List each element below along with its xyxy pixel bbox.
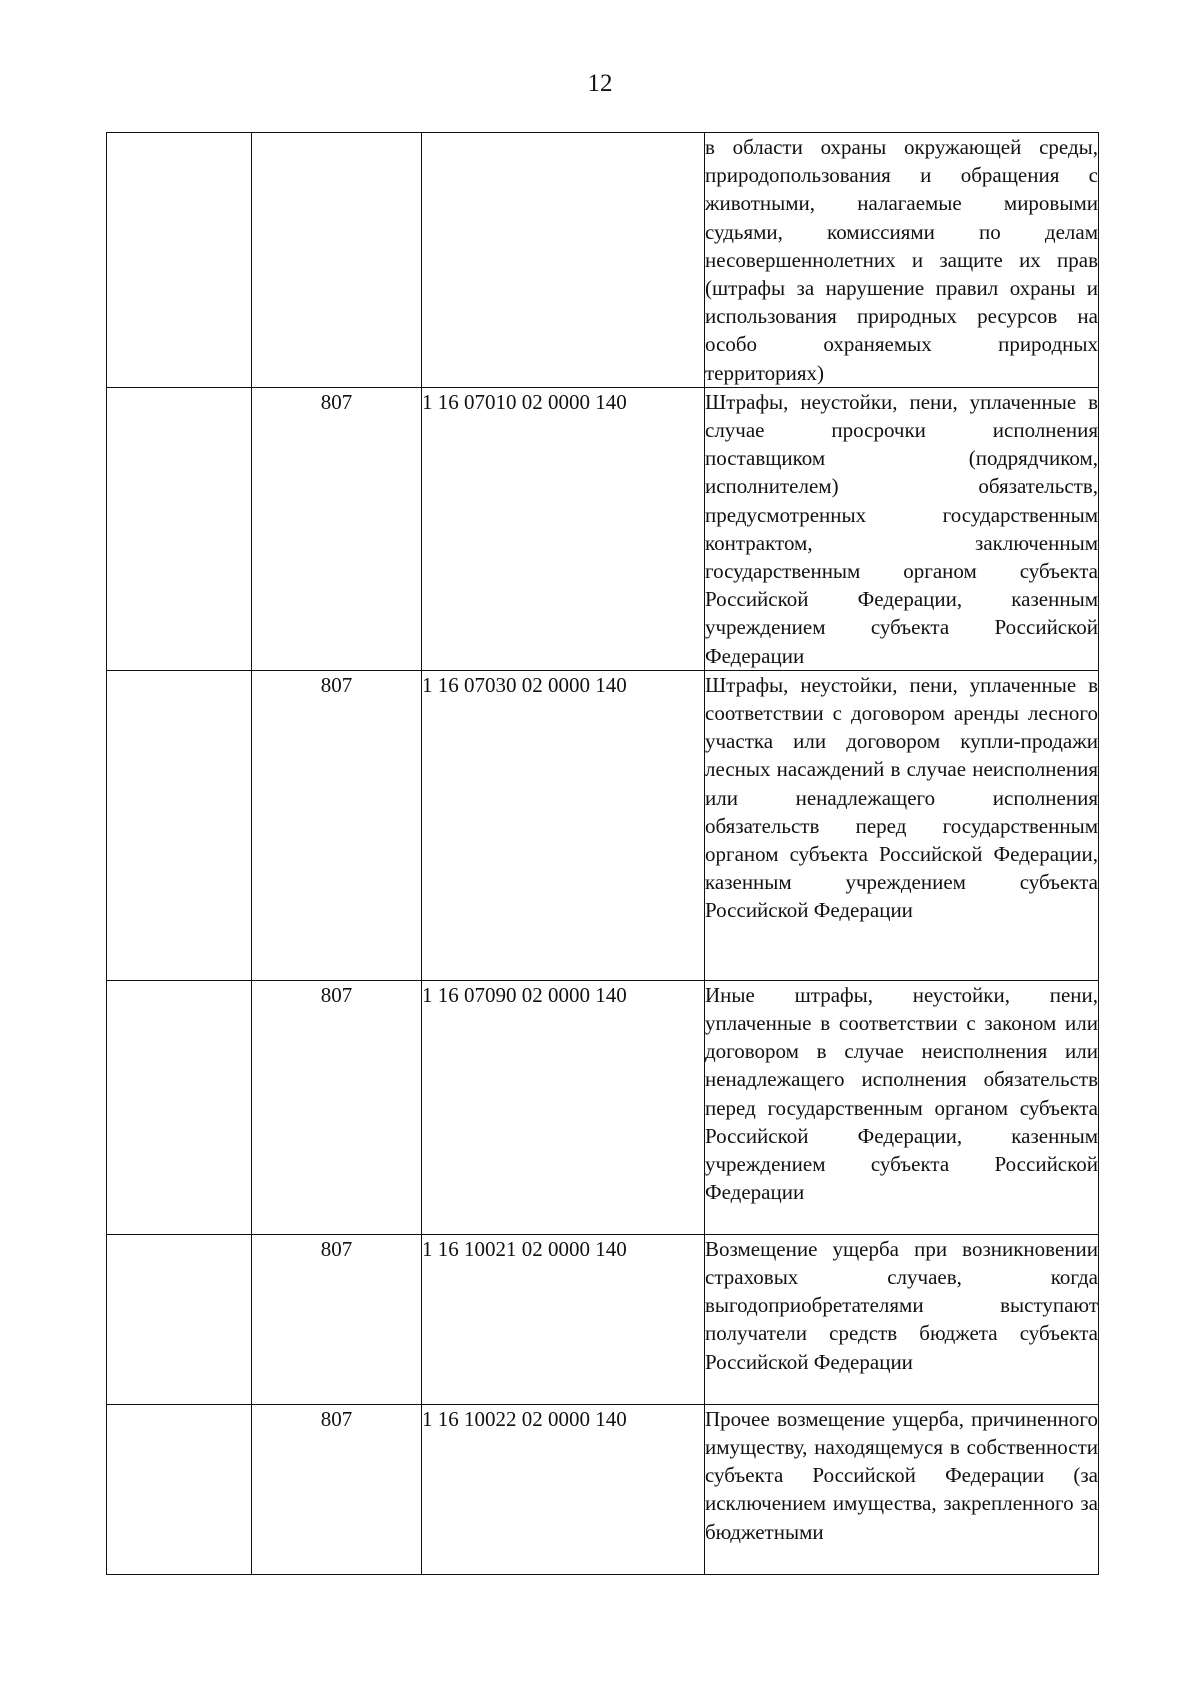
income-name-cell: Штрафы, неустойки, пени, уплаченные в случае просрочки исполнения поставщиком (подрядчиком, исполнителем) обязательств, предусмотренных государственным контрактом, заключенным государственным органом субъекта Российской Федерации, казенным учреждением субъекта Российской Федерации: [705, 387, 1099, 670]
budget-classification-table: [106, 132, 1099, 1575]
admin-code-cell: 807: [252, 980, 422, 1234]
admin-code-cell: [252, 133, 422, 388]
admin-code-cell: 807: [252, 387, 422, 670]
table-row: [107, 980, 1099, 1234]
empty-cell: [107, 670, 252, 980]
empty-cell: [107, 1404, 252, 1574]
page-number: 12: [587, 70, 613, 97]
admin-code-cell: 807: [252, 1234, 422, 1404]
admin-code-cell: 807: [252, 670, 422, 980]
kbk-code-cell: [422, 133, 705, 388]
empty-cell: [107, 1234, 252, 1404]
empty-cell: [107, 133, 252, 388]
kbk-code-cell: 1 16 10021 02 0000 140: [422, 1234, 705, 1404]
empty-cell: [107, 980, 252, 1234]
kbk-code-cell: 1 16 07090 02 0000 140: [422, 980, 705, 1234]
income-name-cell: Прочее возмещение ущерба, причиненного имуществу, находящемуся в собственности субъекта Российской Федерации (за исключением имущества, закрепленного за бюджетными: [705, 1404, 1099, 1574]
table-row: [107, 387, 1099, 670]
empty-cell: [107, 387, 252, 670]
income-name-cell: Иные штрафы, неустойки, пени, уплаченные в соответствии с законом или договором в случае неисполнения или ненадлежащего исполнения обязательств перед государственным органом субъекта Российской Федерации, казенным учреждением субъекта Российской Федерации: [705, 980, 1099, 1234]
table-row: [107, 133, 1099, 388]
kbk-code-cell: 1 16 07030 02 0000 140: [422, 670, 705, 980]
table-row: [107, 1404, 1099, 1574]
income-name-cell: Возмещение ущерба при возникновении страховых случаев, когда выгодоприобретателями выступают получатели средств бюджета субъекта Российской Федерации: [705, 1234, 1099, 1404]
table-row: [107, 1234, 1099, 1404]
income-name-cell: в области охраны окружающей среды, природопользования и обращения с животными, налагаемые мировыми судьями, комиссиями по делам несовершеннолетних и защите их прав (штрафы за нарушение правил охраны и использования природных ресурсов на особо охраняемых природных территориях): [705, 133, 1099, 388]
income-name-cell: Штрафы, неустойки, пени, уплаченные в соответствии с договором аренды лесного участка или договором купли-продажи лесных насаждений в случае неисполнения или ненадлежащего исполнения обязательств перед государственным органом субъекта Российской Федерации, казенным учреждением субъекта Российской Федерации: [705, 670, 1099, 980]
table-row: [107, 670, 1099, 980]
kbk-code-cell: 1 16 10022 02 0000 140: [422, 1404, 705, 1574]
kbk-code-cell: 1 16 07010 02 0000 140: [422, 387, 705, 670]
admin-code-cell: 807: [252, 1404, 422, 1574]
